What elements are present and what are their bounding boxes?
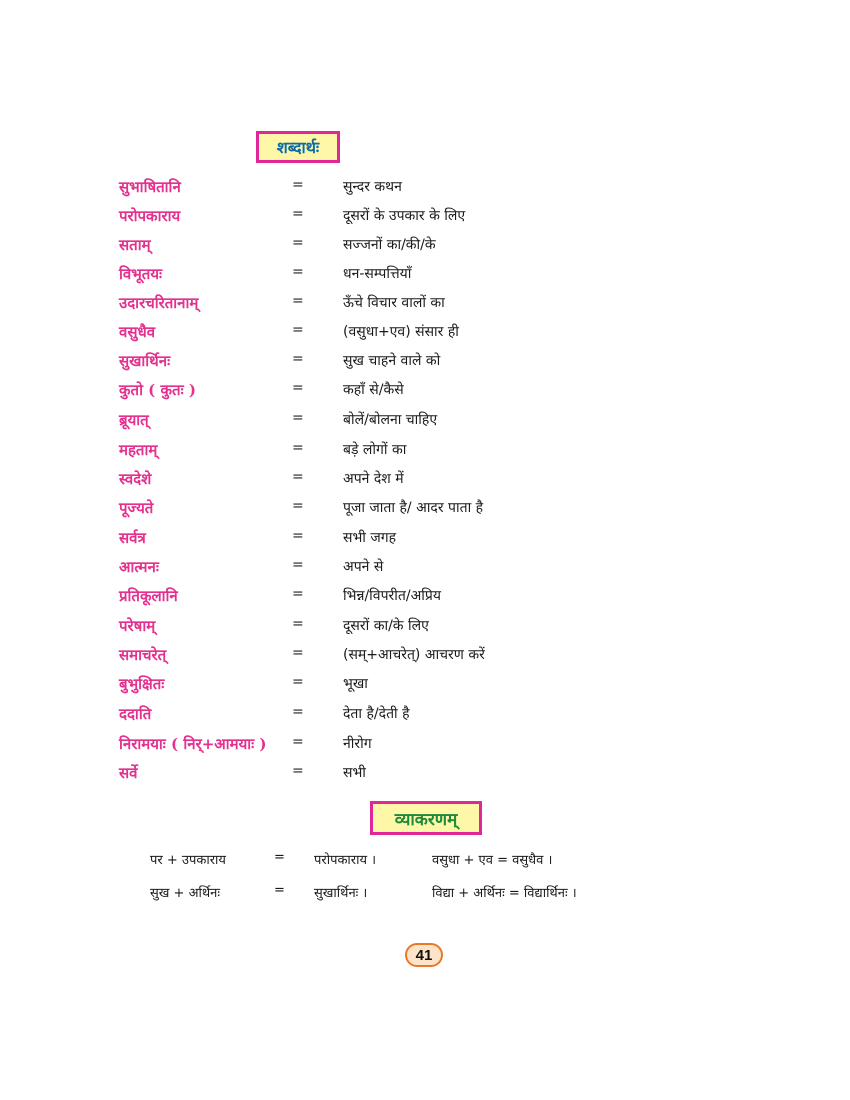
vocab-meaning: सज्जनों का/की/के xyxy=(343,237,436,253)
vocab-term: कुतो ( कुतः ) xyxy=(119,381,196,399)
vocab-row xyxy=(0,763,850,793)
vocab-term: महताम् xyxy=(119,441,158,459)
vocab-meaning: देता है/देती है xyxy=(343,706,410,722)
vocab-term: ददाति xyxy=(119,705,152,723)
vocab-meaning: पूजा जाता है/ आदर पाता है xyxy=(343,500,484,516)
vocab-row xyxy=(0,380,850,410)
equals-sign: = xyxy=(292,235,304,251)
equals-sign: = xyxy=(292,616,304,632)
equals-sign: = xyxy=(292,674,304,690)
vocab-meaning: अपने देश में xyxy=(343,471,404,487)
vocab-meaning: भूखा xyxy=(343,676,368,692)
vocab-row xyxy=(0,177,850,207)
page-number: 41 xyxy=(405,943,443,967)
vocab-row xyxy=(0,410,850,440)
equals-sign: = xyxy=(292,177,304,193)
equals-sign: = xyxy=(292,734,304,750)
vocab-term: सर्वत्र xyxy=(119,529,146,547)
vocab-meaning: दूसरों का/के लिए xyxy=(343,618,429,634)
vocab-term: परेषाम् xyxy=(119,617,156,635)
vocab-term: उदारचरितानाम् xyxy=(119,294,199,312)
equals-sign: = xyxy=(292,704,304,720)
vocab-term: समाचरेत् xyxy=(119,646,167,664)
equals-sign: = xyxy=(292,440,304,456)
equals-sign: = xyxy=(292,206,304,222)
vocab-meaning: सुन्दर कथन xyxy=(343,179,402,195)
vocab-term: निरामयाः ( निर्+आमयाः ) xyxy=(119,735,267,753)
vocab-term: पूज्यते xyxy=(119,499,154,517)
equals-sign: = xyxy=(292,528,304,544)
grammar-heading: व्याकरणम् xyxy=(370,801,482,835)
equals-sign: = xyxy=(292,322,304,338)
vocab-row xyxy=(0,645,850,675)
vocab-term: वसुधैव xyxy=(119,323,156,341)
vocab-row xyxy=(0,557,850,587)
vocab-term: परोपकाराय xyxy=(119,207,181,225)
vocab-meaning: अपने से xyxy=(343,559,384,575)
vocab-meaning: ऊँचे विचार वालों का xyxy=(343,295,445,311)
vocab-meaning: नीरोग xyxy=(343,736,372,752)
vocab-row xyxy=(0,674,850,704)
equals-sign: = xyxy=(292,264,304,280)
equals-sign: = xyxy=(292,645,304,661)
equals-sign: = xyxy=(292,380,304,396)
vocab-row xyxy=(0,469,850,499)
equals-sign: = xyxy=(292,410,304,426)
vocab-row xyxy=(0,734,850,764)
equals-sign: = xyxy=(292,586,304,602)
sandhi-left: पर + उपकाराय xyxy=(150,853,226,868)
sandhi-result: परोपकाराय । xyxy=(314,853,377,868)
equals-sign: = xyxy=(292,498,304,514)
vocab-term: बुभुक्षितः xyxy=(119,675,165,693)
vocab-row xyxy=(0,440,850,470)
vocab-row xyxy=(0,235,850,265)
sandhi-result: सुखार्थिनः । xyxy=(314,886,368,901)
vocab-meaning: कहाँ से/कैसे xyxy=(343,382,404,398)
vocab-row xyxy=(0,528,850,558)
vocab-row xyxy=(0,616,850,646)
sandhi-right: वसुधा + एव = वसुधैव । xyxy=(432,853,553,868)
vocab-term: स्वदेशे xyxy=(119,470,152,488)
vocab-row xyxy=(0,586,850,616)
vocab-meaning: सभी xyxy=(343,765,366,781)
vocab-term: सुभाषितानि xyxy=(119,178,181,196)
vocab-meaning: (सम्+आचरेत्) आचरण करें xyxy=(343,647,485,663)
equals-sign: = xyxy=(292,351,304,367)
equals-sign: = xyxy=(292,763,304,779)
vocab-row xyxy=(0,293,850,323)
vocab-term: सर्वे xyxy=(119,764,138,782)
vocab-term: सुखार्थिनः xyxy=(119,352,171,370)
vocab-row xyxy=(0,498,850,528)
equals-sign: = xyxy=(292,293,304,309)
vocab-meaning: सभी जगह xyxy=(343,530,397,546)
equals-sign: = xyxy=(274,850,285,865)
vocab-meaning: सुख चाहने वाले को xyxy=(343,353,441,369)
equals-sign: = xyxy=(292,469,304,485)
vocab-row xyxy=(0,322,850,352)
vocab-row xyxy=(0,351,850,381)
vocab-term: आत्मनः xyxy=(119,558,159,576)
vocab-term: सताम् xyxy=(119,236,151,254)
vocab-term: ब्रूयात् xyxy=(119,411,149,429)
vocab-meaning: भिन्न/विपरीत/अप्रिय xyxy=(343,588,441,604)
vocab-term: विभूतयः xyxy=(119,265,163,283)
vocab-row xyxy=(0,206,850,236)
vocab-meaning: (वसुधा+एव) संसार ही xyxy=(343,324,459,340)
vocabulary-heading: शब्दार्थः xyxy=(256,131,340,163)
equals-sign: = xyxy=(274,883,285,898)
vocab-term: प्रतिकूलानि xyxy=(119,587,178,605)
vocab-meaning: बड़े लोगों का xyxy=(343,442,407,458)
sandhi-right: विद्या + अर्थिनः = विद्यार्थिनः । xyxy=(432,886,577,901)
vocab-row xyxy=(0,704,850,734)
vocab-meaning: दूसरों के उपकार के लिए xyxy=(343,208,466,224)
equals-sign: = xyxy=(292,557,304,573)
vocab-meaning: बोलें/बोलना चाहिए xyxy=(343,412,438,428)
sandhi-left: सुख + अर्थिनः xyxy=(150,886,221,901)
vocab-row xyxy=(0,264,850,294)
vocab-meaning: धन-सम्पत्तियाँ xyxy=(343,266,412,282)
